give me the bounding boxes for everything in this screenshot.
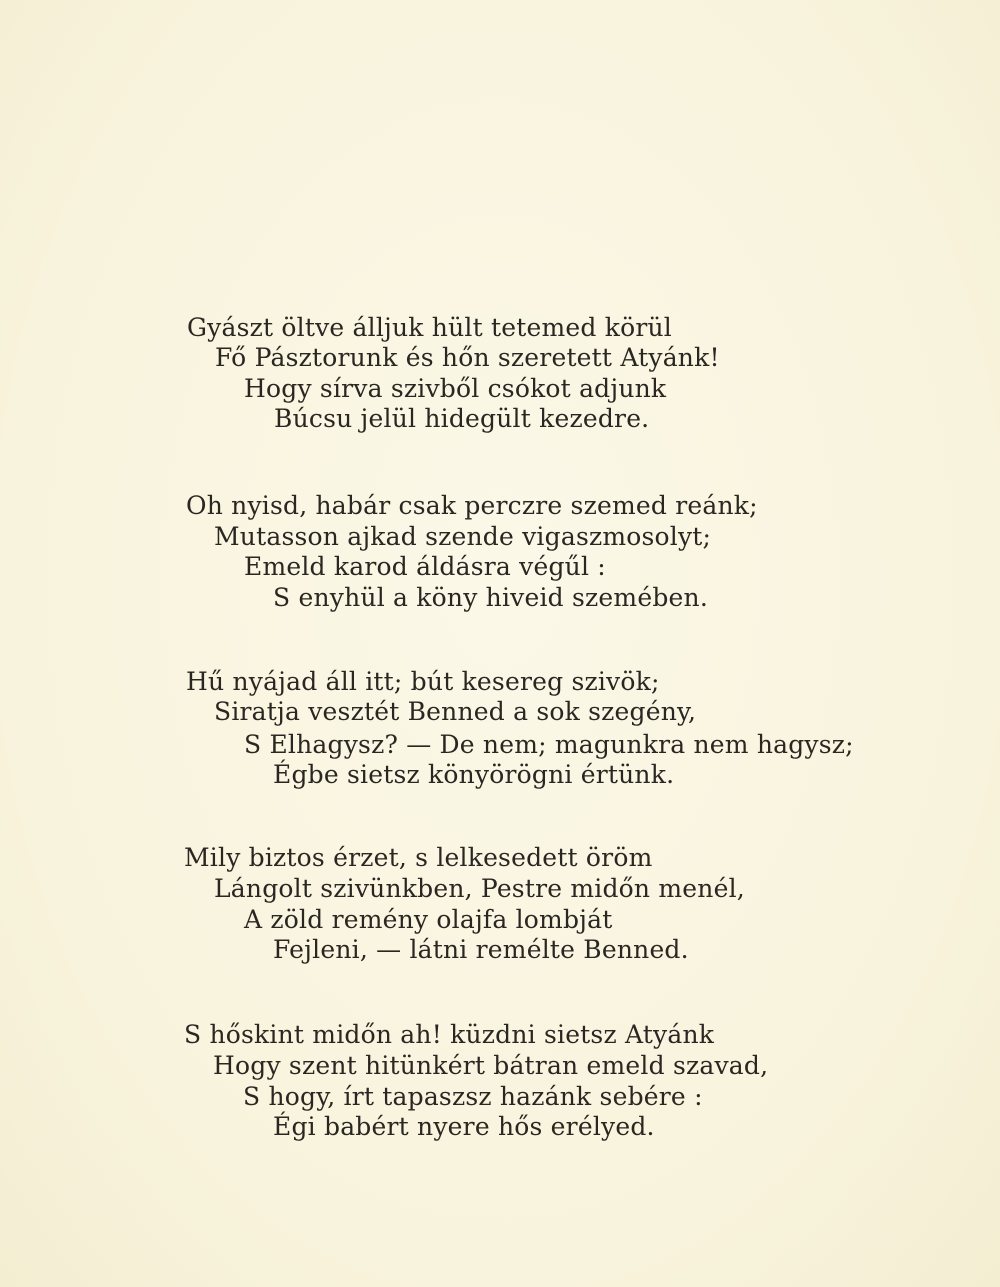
stanza-line: Hű nyájad áll itt; bút kesereg szivök; (186, 667, 660, 696)
stanza-line: S hogy, írt tapaszsz hazánk sebére : (243, 1082, 703, 1111)
stanza-line: Fejleni, — látni remélte Benned. (273, 935, 689, 964)
stanza-line: Égi babért nyere hős erélyed. (273, 1112, 655, 1141)
stanza-line: Emeld karod áldásra végűl : (244, 552, 606, 581)
stanza-line: Lángolt szivünkben, Pestre midőn menél, (214, 874, 745, 903)
stanza-line: Mutasson ajkad szende vigaszmosolyt; (214, 522, 712, 551)
stanza-line: Mily biztos érzet, s lelkesedett öröm (184, 843, 653, 872)
stanza-line: Hogy szent hitünkért bátran emeld szavad, (213, 1051, 769, 1080)
stanza-line: S enyhül a köny hiveid szemében. (273, 583, 708, 612)
stanza-line: S hőskint midőn ah! küzdni sietsz Atyánk (184, 1020, 715, 1049)
stanza-line: Búcsu jelül hidegült kezedre. (274, 404, 650, 433)
stanza-line: Fő Pásztorunk és hőn szeretett Atyánk! (215, 343, 720, 372)
stanza-line: Égbe sietsz könyörögni értünk. (273, 760, 675, 789)
stanza-line: Oh nyisd, habár csak perczre szemed reánk; (186, 491, 758, 520)
stanza-line: Hogy sírva szivből csókot adjunk (244, 374, 667, 403)
stanza-line: A zöld remény olajfa lombját (244, 905, 613, 934)
stanza-line: S Elhagysz? — De nem; magunkra nem hagysz; (244, 730, 854, 759)
stanza-line: Gyászt öltve álljuk hült tetemed körül (187, 313, 672, 342)
stanza-line: Siratja vesztét Benned a sok szegény, (214, 697, 697, 726)
